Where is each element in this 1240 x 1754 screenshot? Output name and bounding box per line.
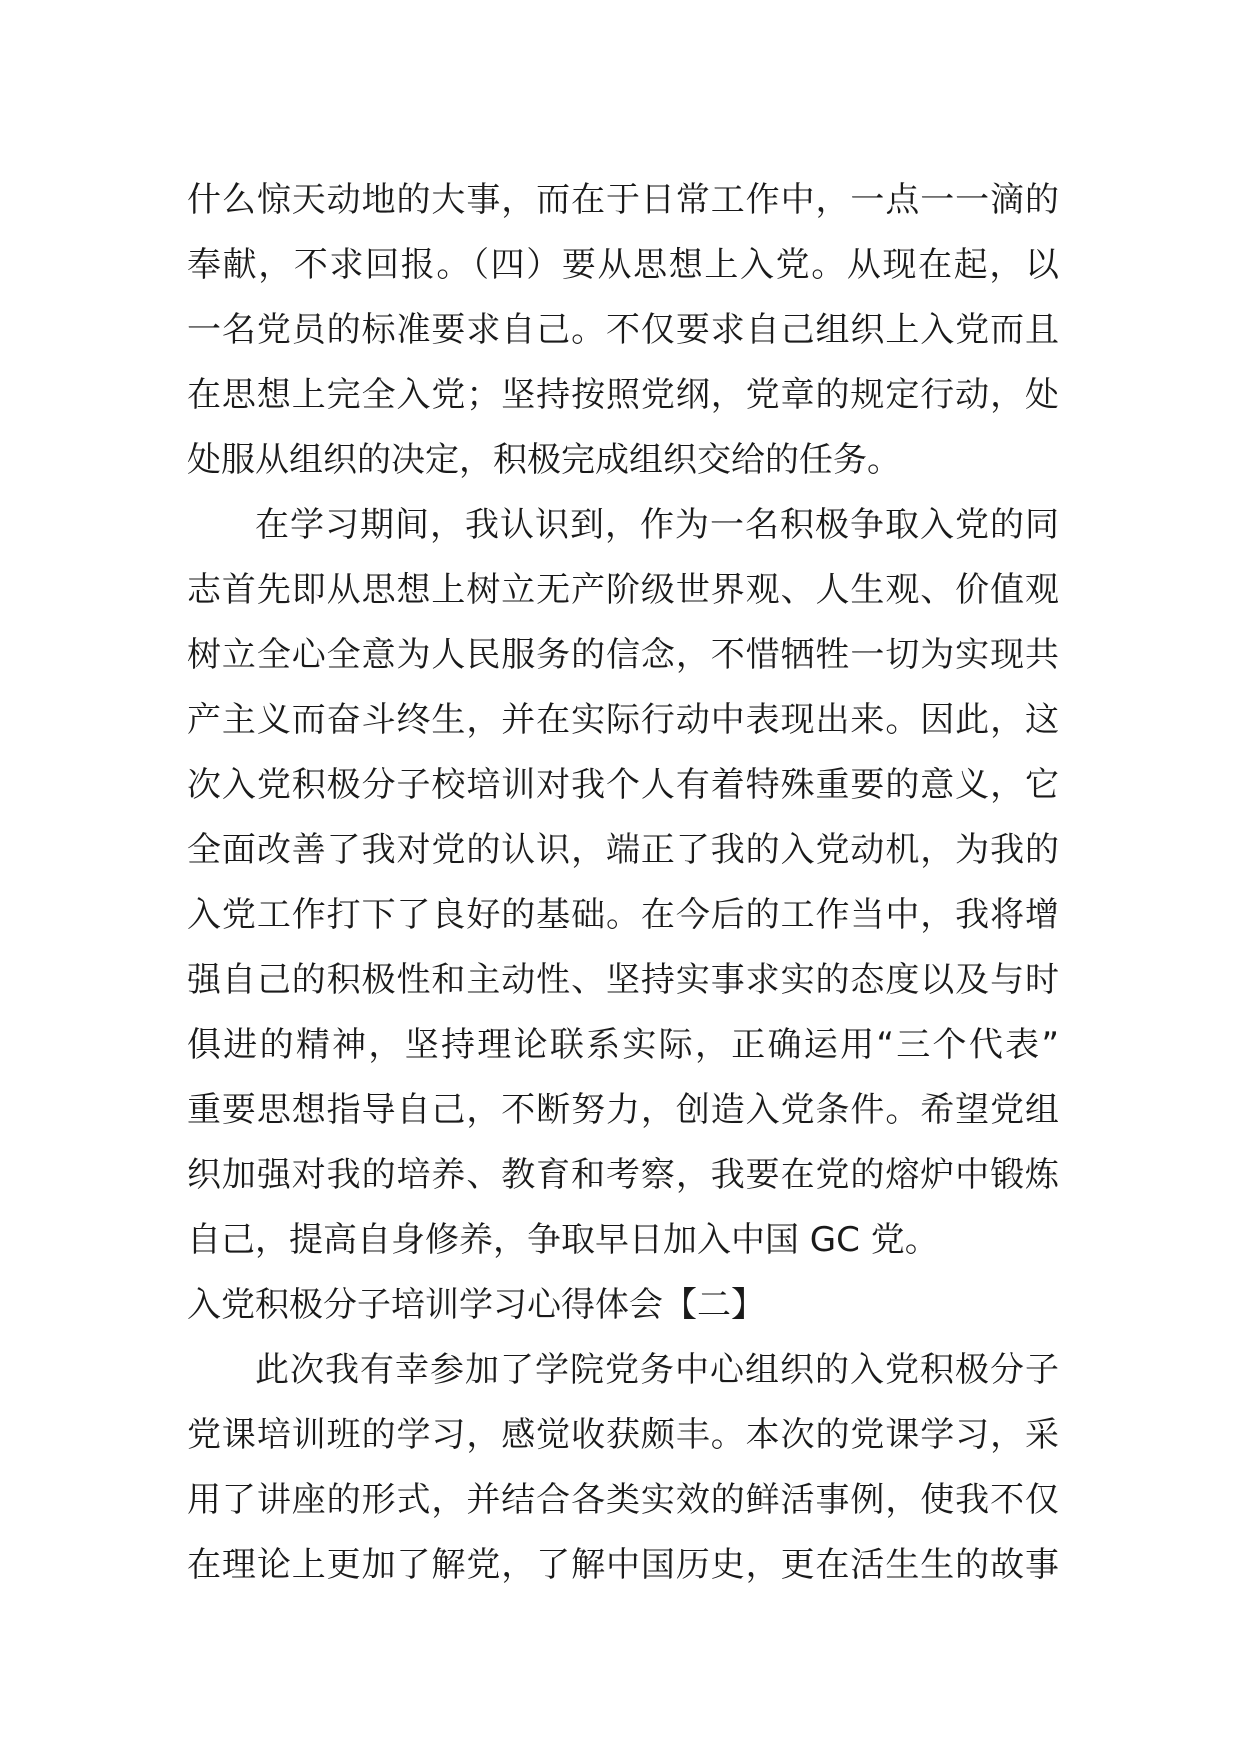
document-body [187,168,1059,1598]
section-heading: 入党积极分子培训学习心得体会【二】 [187,1285,765,1325]
text-line: 入党工作打下了良好的基础。在今后的工作当中，我将增 [187,895,1059,935]
text-line: 织加强对我的培养、教育和考察，我要在党的熔炉中锻炼 [187,1155,1059,1195]
text-line: 在思想上完全入党；坚持按照党纲，党章的规定行动，处 [187,375,1059,415]
text-line: 重要思想指导自己，不断努力，创造入党条件。希望党组 [187,1090,1059,1130]
text-line: 在理论上更加了解党，了解中国历史，更在活生生的故事 [187,1545,1059,1585]
text-line: 强自己的积极性和主动性、坚持实事求实的态度以及与时 [187,960,1059,1000]
text-line: 树立全心全意为人民服务的信念，不惜牺牲一切为实现共 [187,635,1059,675]
paragraph-first-line: 此次我有幸参加了学院党务中心组织的入党积极分子 [255,1350,1059,1390]
text-line: 什么惊天动地的大事，而在于日常工作中，一点一一滴的 [187,180,1059,220]
text-line: 产主义而奋斗终生，并在实际行动中表现出来。因此，这 [187,700,1059,740]
text-line: 次入党积极分子校培训对我个人有着特殊重要的意义，它 [187,765,1059,805]
text-line: 全面改善了我对党的认识，端正了我的入党动机，为我的 [187,830,1059,870]
text-line: 奉献，不求回报。（四）要从思想上入党。从现在起，以 [187,245,1059,285]
text-line: 自己，提高自身修养，争取早日加入中国 GC 党。 [187,1220,939,1260]
text-line: 志首先即从思想上树立无产阶级世界观、人生观、价值观 [187,570,1059,610]
text-line: 处服从组织的决定，积极完成组织交给的任务。 [187,440,901,480]
text-line: 一名党员的标准要求自己。不仅要求自己组织上入党而且 [187,310,1059,350]
paragraph-first-line: 在学习期间，我认识到，作为一名积极争取入党的同 [255,505,1059,545]
text-line: 党课培训班的学习，感觉收获颇丰。本次的党课学习，采 [187,1415,1059,1455]
text-line: 用了讲座的形式，并结合各类实效的鲜活事例，使我不仅 [187,1480,1059,1520]
text-line: 俱进的精神，坚持理论联系实际，正确运用“三个代表” [187,1025,1059,1065]
